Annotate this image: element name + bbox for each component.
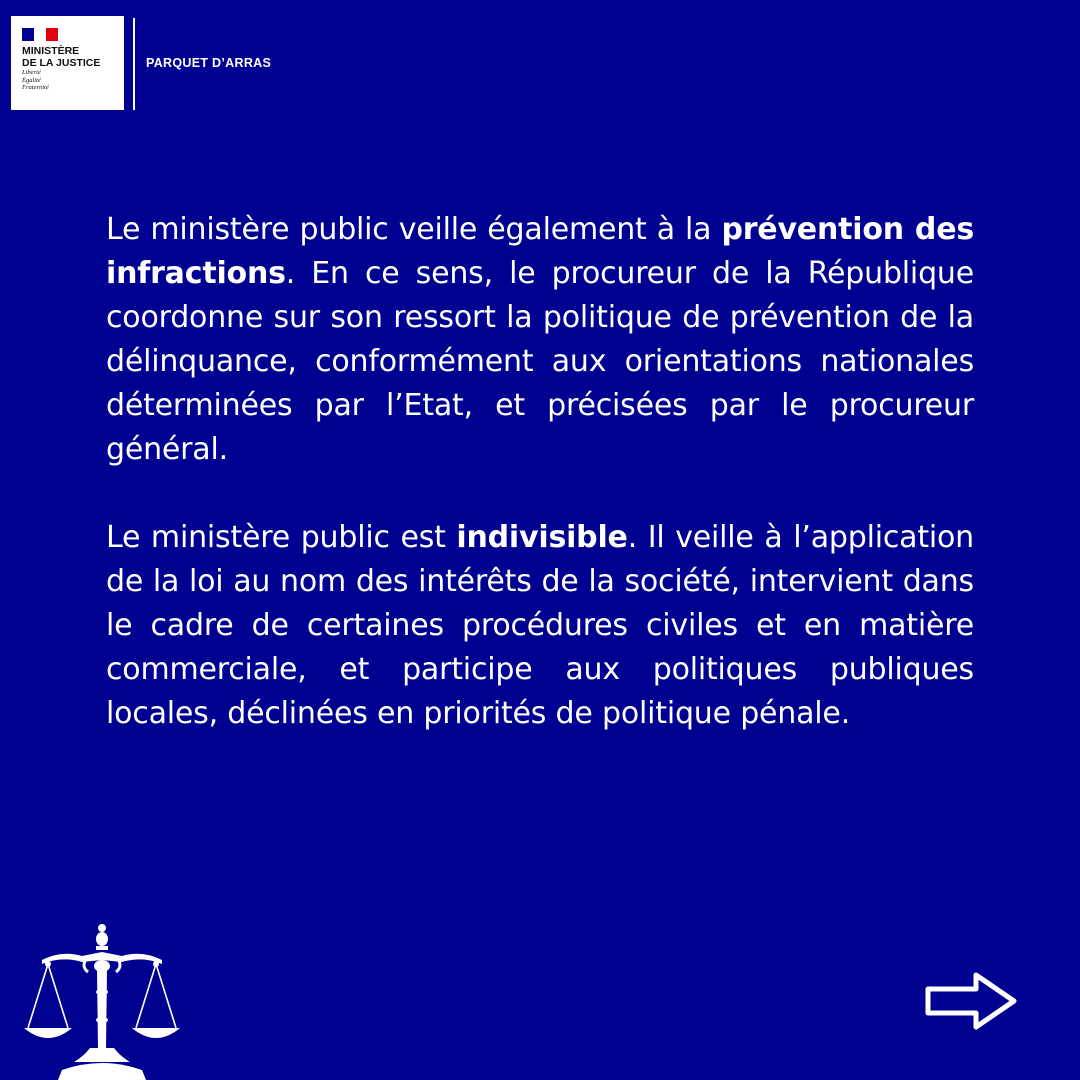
paragraph-1-tail: . En ce sens, le procureur de la République coordonne sur son ressort la politique de prévention de la délinquance, conformément aux orientations nationales déterminées par l’Etat, et précisées par le procureur général. [106,256,974,467]
french-flag-icon [22,28,58,41]
paragraph-prevention [106,208,974,472]
flag-red-stripe [46,28,58,41]
paragraph-2-tail: . Il veille à l’application de la loi au nom des intérêts de la société, intervient dans le cadre de certaines procédures civiles et en matière commerciale, et participe aux politiques publiques locales, déclinées en priorités de politique pénale. [106,520,974,731]
paragraph-indivisible [106,516,974,736]
paragraph-1-lead: Le ministère public veille également à la [106,212,722,247]
paragraph-2-lead: Le ministère public est [106,520,457,555]
main-text [106,208,974,736]
scales-of-justice-icon [22,920,187,1080]
motto-fraternite: Fraternité [22,84,49,91]
logo-justice-line: DE LA JUSTICE [22,56,101,69]
page-title: PARQUET D’ARRAS [146,56,272,70]
flag-white-stripe [34,28,46,41]
motto-liberte: Liberté [22,69,41,76]
right-arrow-icon[interactable] [924,971,1020,1031]
motto-egalite: Égalité [22,76,41,84]
paragraph-2-emphasis: indivisible [456,520,628,555]
header-divider [133,18,135,110]
logo-ministry-line: MINISTÈRE [22,45,80,57]
ministry-logo [11,16,124,110]
flag-blue-stripe [22,28,34,41]
paragraph-1-emphasis: prévention des infractions [106,212,974,291]
